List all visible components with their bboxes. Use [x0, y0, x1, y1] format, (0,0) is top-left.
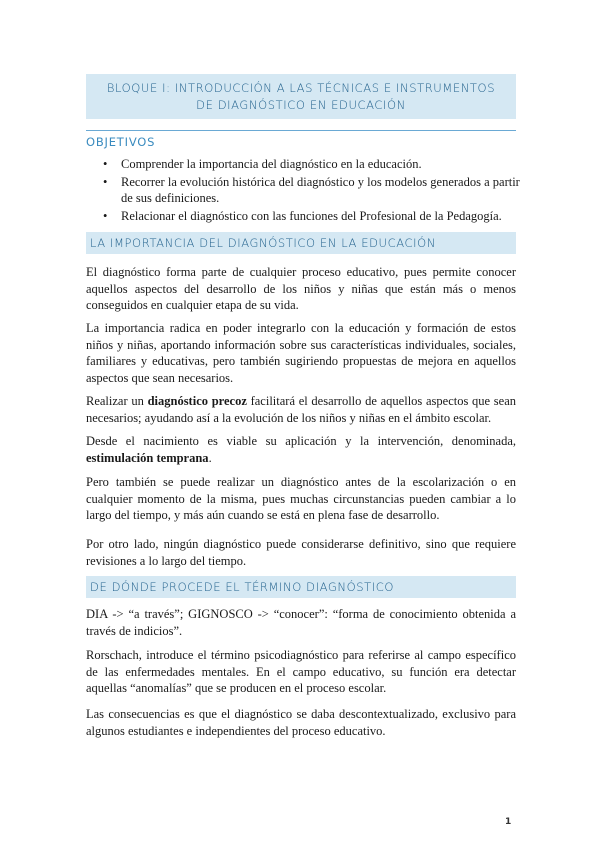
objective-text: Recorrer la evolución histórica del diagnóstico y los modelos generados a partir de sus definiciones. — [121, 174, 520, 205]
list-item — [100, 174, 520, 207]
bullet-icon: • — [103, 157, 108, 171]
list-item — [100, 208, 520, 225]
text-run: Realizar un — [86, 394, 148, 408]
paragraph: La importancia radica en poder integrarlo con la educación y formación de estos niños y niñas, aportando información sobre sus características individuales, sociales, familiares y educativas, pero también sugiriendo propuestas de mejora en aquellos aspectos que sean necesarios. — [86, 321, 516, 385]
paragraph — [86, 433, 516, 466]
section-heading-origin: DE DÓNDE PROCEDE EL TÉRMINO DIAGNÓSTICO — [86, 576, 516, 598]
bold-term: estimulación temprana — [86, 450, 209, 465]
paragraph: El diagnóstico forma parte de cualquier proceso educativo, pues permite conocer aquellos aspectos del desarrollo de los niños y niñas que están más o menos conseguidos en cualquier etapa de su vida. — [86, 265, 516, 312]
objectives-heading: OBJETIVOS — [86, 135, 156, 149]
bold-term: diagnóstico precoz — [147, 394, 247, 408]
page-number: 1 — [505, 817, 512, 827]
text-run: . — [208, 450, 212, 465]
text-run: facilitará el desarrollo de aquellos aspectos que sean necesarios; ayudando así a la evolución de los niños y niñas en el ámbito escolar. — [86, 394, 517, 425]
list-item — [100, 156, 520, 173]
bullet-icon: • — [103, 174, 108, 189]
bullet-icon: • — [103, 208, 108, 223]
objective-text: Comprender la importancia del diagnóstico en la educación. — [121, 157, 422, 171]
chapter-title-line-2: DE DIAGNÓSTICO EN EDUCACIÓN — [196, 97, 406, 112]
paragraph: DIA -> “a través”; GIGNOSCO -> “conocer”: “forma de conocimiento obtenida a través de indicios”. — [86, 607, 516, 638]
section-heading-importance: LA IMPORTANCIA DEL DIAGNÓSTICO EN LA EDUCACIÓN — [86, 232, 516, 254]
paragraph: Pero también se puede realizar un diagnóstico antes de la escolarización o en cualquier momento de la misma, pues muchas circunstancias pueden cambiar a lo largo del tiempo, y más aún cuando se está en plena fase de desarrollo. — [86, 475, 516, 522]
chapter-title-box — [86, 74, 516, 119]
paragraph: Las consecuencias es que el diagnóstico se daba descontextualizado, exclusivo para algunos estudiantes e independientes del proceso educativo. — [86, 707, 516, 738]
paragraph — [86, 393, 516, 426]
paragraph: Rorschach, introduce el término psicodiagnóstico para referirse al campo específico de las enfermedades mentales. En el campo educativo, su función era detectar aquellas “anomalías” que se producen en el proceso escolar. — [86, 648, 516, 695]
objective-text: Relacionar el diagnóstico con las funciones del Profesional de la Pedagogía. — [121, 208, 502, 223]
text-run: Desde el nacimiento es viable su aplicación y la intervención, denominada, — [86, 434, 516, 448]
divider — [86, 130, 516, 131]
objectives-list — [100, 156, 520, 225]
chapter-title-line-1: BLOQUE I: INTRODUCCIÓN A LAS TÉCNICAS E INSTRUMENTOS — [106, 80, 496, 95]
paragraph: Por otro lado, ningún diagnóstico puede considerarse definitivo, sino que requiere revisiones a lo largo del tiempo. — [86, 537, 516, 568]
